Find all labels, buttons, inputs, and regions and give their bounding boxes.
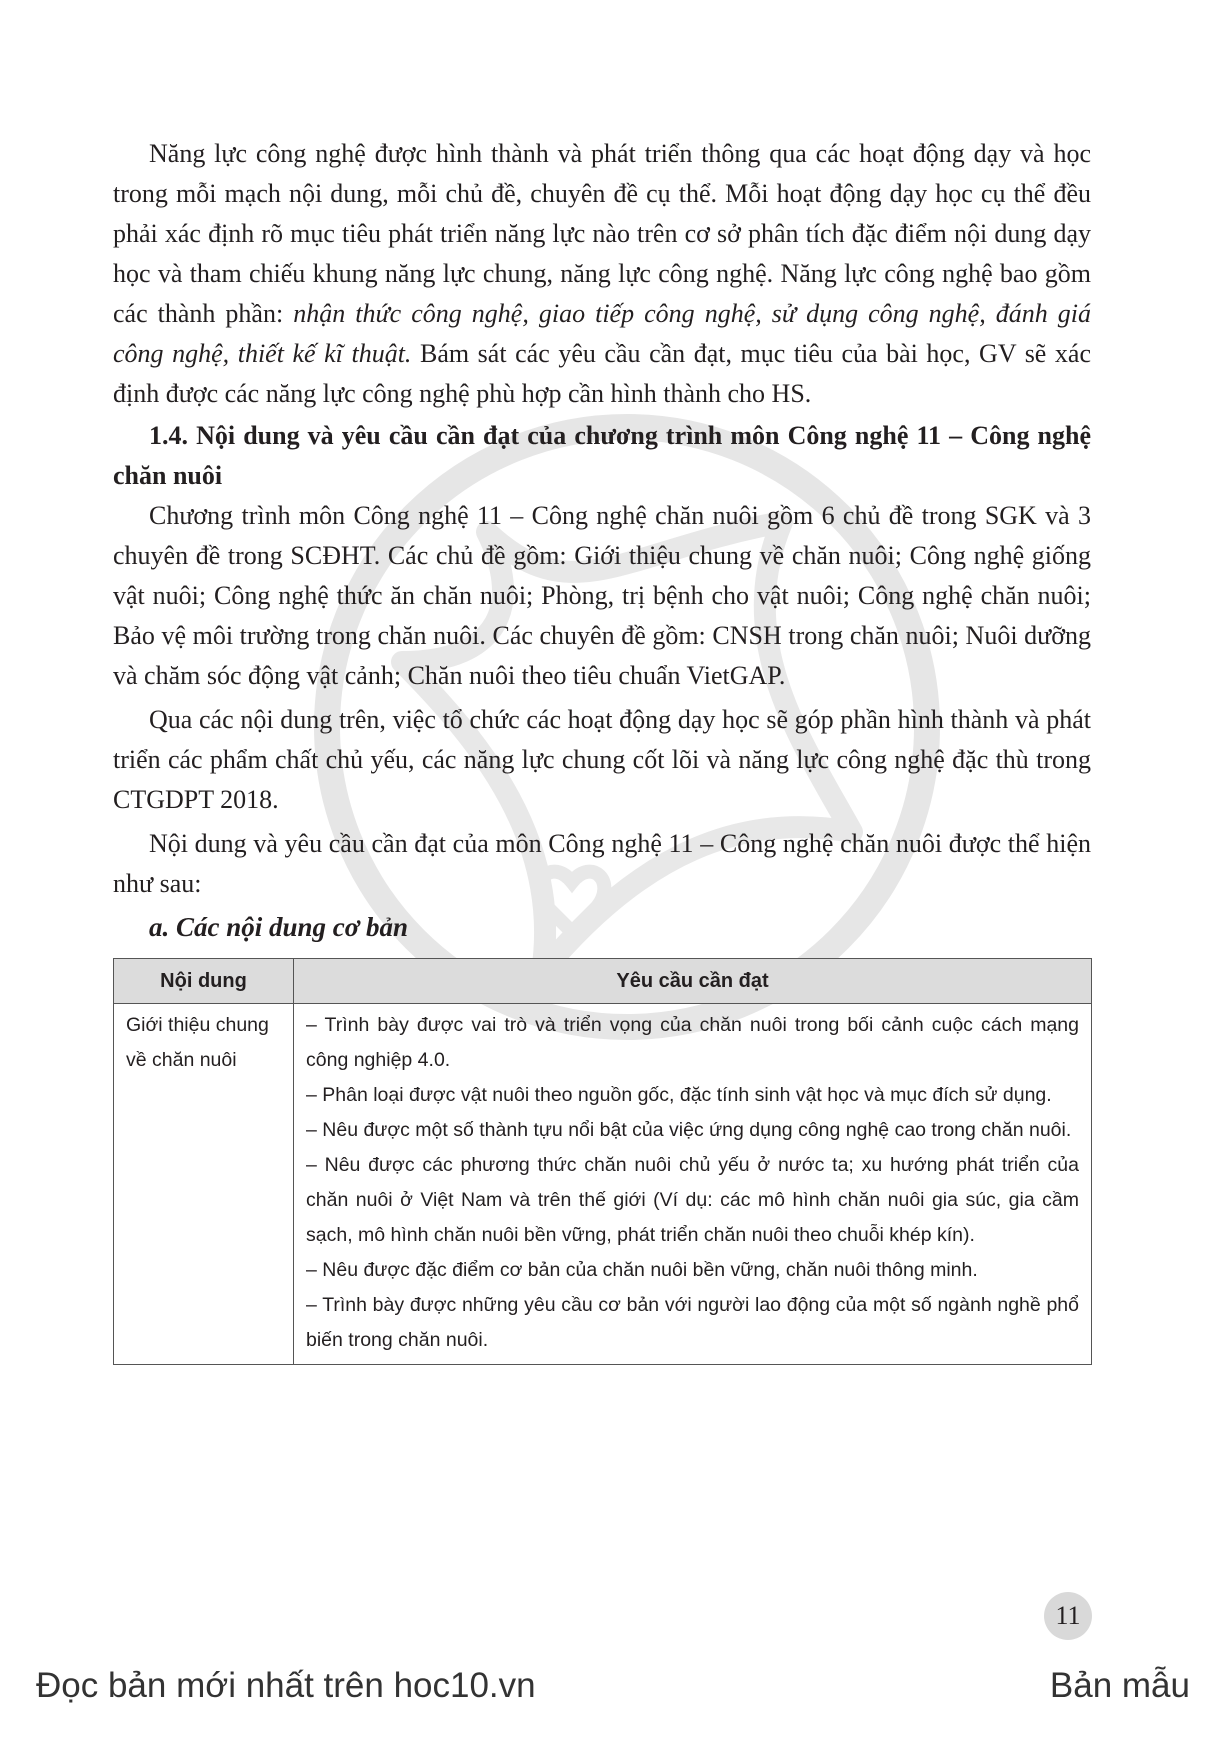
table-header-row xyxy=(114,959,1092,1004)
requirements-table xyxy=(113,958,1092,1365)
requirement-item: – Nêu được một số thành tựu nổi bật của việc ứng dụng công nghệ cao trong chăn nuôi. xyxy=(306,1119,1072,1141)
requirement-item: – Trình bày được những yêu cầu cơ bản với người lao động của một số ngành nghề phổ biến trong chăn nuôi. xyxy=(306,1294,1079,1351)
footer-read-latest-link[interactable]: Đọc bản mới nhất trên hoc10.vn xyxy=(36,1666,536,1705)
subheading-basic-content: a. Các nội dung cơ bản xyxy=(149,912,409,942)
requirements-cell xyxy=(294,1004,1092,1365)
footer-sample-label: Bản mẫu xyxy=(1049,1666,1190,1705)
paragraph-activities: Qua các nội dung trên, việc tổ chức các hoạt động dạy học sẽ góp phần hình thành và phát triển các phẩm chất chủ yếu, các năng lực chung cốt lõi và năng lực công nghệ đặc thù trong CTGDPT 2018. xyxy=(113,705,1091,814)
page-content xyxy=(113,134,1091,1365)
paragraph-program: Chương trình môn Công nghệ 11 – Công nghệ chăn nuôi gồm 6 chủ đề trong SGK và 3 chuyên đề trong SCĐHT. Các chủ đề gồm: Giới thiệu chung về chăn nuôi; Công nghệ giống vật nuôi; Công nghệ thức ăn chăn nuôi; Phòng, trị bệnh cho vật nuôi; Công nghệ chăn nuôi; Bảo vệ môi trường trong chăn nuôi. Các chuyên đề gồm: CNSH trong chăn nuôi; Nuôi dưỡng và chăm sóc động vật cảnh; Chăn nuôi theo tiêu chuẩn VietGAP. xyxy=(113,501,1091,690)
section-heading: 1.4. Nội dung và yêu cầu cần đạt của chương trình môn Công nghệ 11 – Công nghệ chăn nuôi xyxy=(113,421,1091,490)
intro-text-after: Bám sát các yêu cầu cần đạt, mục tiêu của bài học, GV sẽ xác định được các năng lực công nghệ phù hợp cần hình thành cho HS. xyxy=(113,339,1091,408)
requirement-item: – Nêu được đặc điểm cơ bản của chăn nuôi bền vững, chăn nuôi thông minh. xyxy=(306,1259,978,1281)
requirement-item: – Phân loại được vật nuôi theo nguồn gốc, đặc tính sinh vật học và mục đích sử dụng. xyxy=(306,1084,1052,1106)
requirement-item: – Trình bày được vai trò và triển vọng của chăn nuôi trong bối cảnh cuộc cách mạng công nghiệp 4.0. xyxy=(306,1014,1079,1071)
intro-text-before: Năng lực công nghệ được hình thành và phát triển thông qua các hoạt động dạy và học trong mỗi mạch nội dung, mỗi chủ đề, chuyên đề cụ thể. Mỗi hoạt động dạy học cụ thể đều phải xác định rõ mục tiêu phát triển năng lực nào trên cơ sở phân tích đặc điểm nội dung dạy học và tham chiếu khung năng lực chung, năng lực công nghệ. Năng lực công nghệ bao gồm các thành phần: xyxy=(113,139,1091,328)
header-content: Nội dung xyxy=(114,959,294,1004)
paragraph-content-intro: Nội dung và yêu cầu cần đạt của môn Công nghệ 11 – Công nghệ chăn nuôi được thể hiện như sau: xyxy=(113,829,1091,898)
header-requirements: Yêu cầu cần đạt xyxy=(294,959,1092,1004)
page-number: 11 xyxy=(1044,1592,1092,1640)
intro-paragraph xyxy=(113,134,1091,414)
requirement-item: – Nêu được các phương thức chăn nuôi chủ yếu ở nước ta; xu hướng phát triển của chăn nuôi ở Việt Nam và trên thế giới (Ví dụ: các mô hình chăn nuôi gia súc, gia cầm sạch, mô hình chăn nuôi bền vững, phát triển chăn nuôi theo chuỗi khép kín). xyxy=(306,1154,1079,1246)
intro-italic-components: nhận thức công nghệ, giao tiếp công nghệ, sử dụng công nghệ, đánh giá công nghệ, thiết kế kĩ thuật. xyxy=(113,299,1091,368)
topic-cell: Giới thiệu chung về chăn nuôi xyxy=(114,1004,294,1365)
table-row xyxy=(114,1004,1092,1365)
